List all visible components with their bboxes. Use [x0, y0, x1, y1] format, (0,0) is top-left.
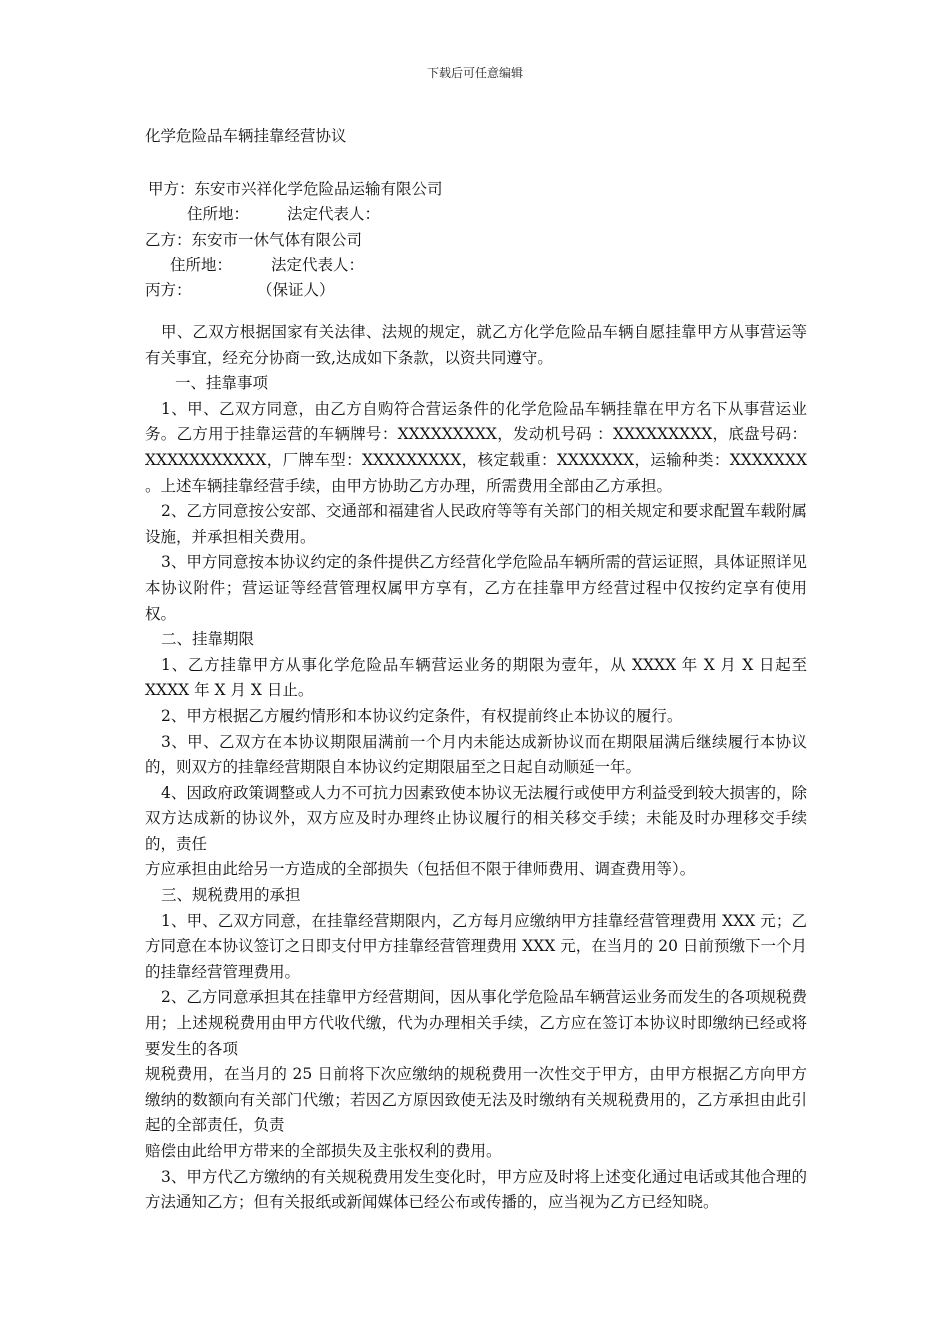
agreement-paragraph: 一、挂靠事项	[175, 374, 269, 393]
agreement-paragraph: 2、乙方同意承担其在挂靠甲方经营期间，因从事化学危险品车辆营运业务而发生的各项规税费用；上述规税费用由甲方代收代缴，代为办理相关手续，乙方应在签订本协议时即缴纳已经或将要发生的各项	[145, 988, 807, 1058]
agreement-paragraph: 4、因政府政策调整或人力不可抗力因素致使本协议无法履行或使甲方利益受到较大损害的，除双方达成新的协议外，双方应及时办理终止协议履行的相关移交手续；未能及时办理移交手续的，责任	[145, 783, 807, 853]
page-header: 下载后可任意编辑	[426, 66, 523, 80]
agreement-paragraph: 2、乙方同意按公安部、交通部和福建省人民政府等等有关部门的相关规定和要求配置车载附属设施，并承担相关费用。	[145, 502, 807, 546]
agreement-paragraph: 1、乙方挂靠甲方从事化学危险品车辆营运业务的期限为壹年，从 XXXX 年 X 月 X 日起至 XXXX 年 X 月 X 日止。	[145, 655, 807, 700]
agreement-paragraph: 甲、乙双方根据国家有关法律、法规的规定，就乙方化学危险品车辆自愿挂靠甲方从事营运等有关事宜，经充分协商一致,达成如下条款，以资共同遵守。	[145, 323, 807, 367]
agreement-paragraph: 3、甲方代乙方缴纳的有关规税费用发生变化时，甲方应及时将上述变化通过电话或其他合理的方法通知乙方；但有关报纸或新闻媒体已经公布或传播的，应当视为乙方已经知晓。	[145, 1167, 807, 1212]
agreement-body	[145, 320, 807, 1216]
agreement-paragraph: 赔偿由此给甲方带来的全部损失及主张权利的费用。	[145, 1142, 502, 1160]
party-b: 乙方：东安市一休气体有限公司	[145, 231, 363, 249]
agreement-paragraph: 规税费用，在当月的 25 日前将下次应缴纳的规税费用一次性交于甲方，由甲方根据乙方向甲方缴纳的数额向有关部门代缴；若因乙方原因致使无法及时缴纳有关规税费用的，乙方承担由此引起的全部责任，负责	[145, 1065, 807, 1135]
agreement-paragraph: 二、挂靠期限	[161, 630, 255, 649]
agreement-paragraph: 3、甲、乙双方在本协议期限届满前一个月内未能达成新协议而在期限届满后继续履行本协议的，则双方的挂靠经营期限自本协议约定期限届至之日起自动顺延一年。	[145, 732, 807, 777]
party-a-representative-label: 法定代表人：	[287, 205, 381, 223]
party-b-address-label: 住所地：	[170, 256, 233, 274]
party-c: 丙方：	[145, 281, 192, 299]
agreement-paragraph: 1、甲、乙双方同意，在挂靠经营期限内，乙方每月应缴纳甲方挂靠经营管理费用 XXX 元；乙方同意在本协议签订之日即支付甲方挂靠经营管理费用 XXX 元，在当月的 20 日前预缴下一个月的挂靠经营管理费用。	[145, 911, 807, 981]
agreement-paragraph: 2、甲方根据乙方履约情形和本协议约定条件，有权提前终止本协议的履行。	[161, 706, 683, 725]
document-title: 化学危险品车辆挂靠经营协议	[145, 127, 347, 145]
party-c-guarantor-note: （保证人）	[257, 281, 335, 299]
party-b-representative-label: 法定代表人：	[271, 256, 365, 274]
agreement-paragraph: 1、甲、乙双方同意，由乙方自购符合营运条件的化学危险品车辆挂靠在甲方名下从事营运业务。乙方用于挂靠运营的车辆牌号：XXXXXXXXX，发动机号码 ：XXXXXXXXX，底盘号码：XXXXXXXXXXX，厂牌车型：XXXXXXXXX，核定载重：XXXXXXX，运输种类：XXXXXXX 。上述车辆挂靠经营手续，由甲方协助乙方办理，所需费用全部由乙方承担。	[145, 399, 807, 495]
party-a: 甲方：东安市兴祥化学危险品运输有限公司	[148, 180, 443, 198]
agreement-paragraph: 3、甲方同意按本协议约定的条件提供乙方经营化学危险品车辆所需的营运证照，具体证照详见本协议附件；营运证等经营管理权属甲方享有，乙方在挂靠甲方经营过程中仅按约定享有使用权。	[145, 553, 807, 623]
agreement-paragraph: 三、规税费用的承担	[161, 886, 301, 905]
agreement-paragraph: 方应承担由此给另一方造成的全部损失（包括但不限于律师费用、调查费用等）。	[145, 860, 696, 879]
party-a-address-label: 住所地：	[187, 205, 250, 223]
